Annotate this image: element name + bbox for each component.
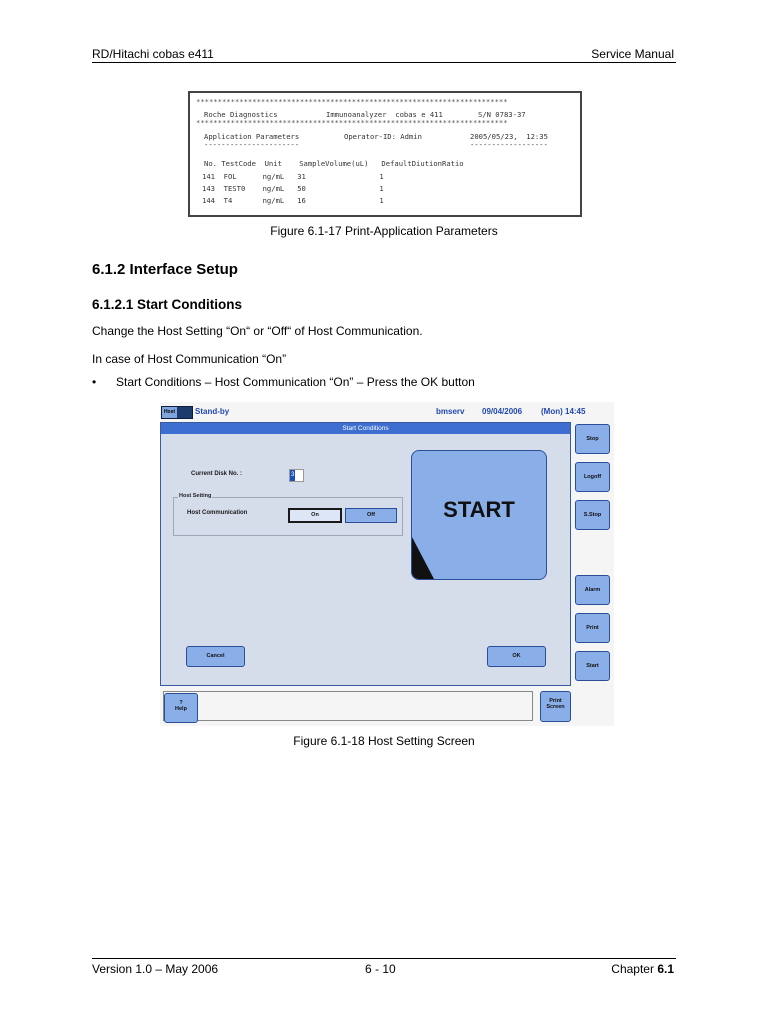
figure-18-caption: Figure 6.1-18 Host Setting Screen	[293, 734, 475, 748]
start-button[interactable]	[411, 450, 547, 580]
start-corner-mark	[412, 537, 434, 579]
printout-report-title: Application Parameters	[204, 132, 300, 141]
printout-underline-left: ----------------------	[204, 140, 300, 149]
disk-label: Current Disk No. :	[191, 471, 243, 477]
header-rule	[92, 62, 676, 63]
printout-operator: Operator-ID: Admin	[344, 132, 422, 141]
footer-chapter-prefix: Chapter	[611, 962, 658, 976]
disk-number-value: 3	[290, 470, 295, 481]
paragraph-host-setting: Change the Host Setting “On“ or “Off“ of Host Communication.	[92, 324, 423, 338]
start-conditions-panel	[160, 422, 571, 686]
start-button-label: START	[443, 497, 515, 522]
printout-row: 143 TEST0 ng/mL 50 1	[202, 184, 384, 193]
printout-serial: S/N 0783-37	[478, 110, 526, 119]
footer-rule	[92, 958, 676, 959]
host-setting-screen	[160, 402, 614, 726]
s-stop-button[interactable]: S.Stop	[575, 500, 610, 530]
print-button[interactable]: Print	[575, 613, 610, 643]
bullet-text: Start Conditions – Host Communication “On” – Press the OK button	[116, 375, 475, 389]
section-title: 6.1.2 Interface Setup	[92, 261, 238, 278]
printout-stars-mid: ************************************************************************	[196, 118, 508, 127]
printout-company: Roche Diagnostics	[204, 110, 278, 119]
help-label: Help	[175, 706, 187, 712]
help-button[interactable]	[164, 693, 198, 723]
stop-button[interactable]: Stop	[575, 424, 610, 454]
bullet-item	[92, 375, 652, 391]
printout-underline-right: ------------------	[470, 140, 548, 149]
print-screen-button[interactable]	[540, 691, 571, 722]
footer-chapter-number: 6.1	[657, 962, 674, 976]
print-screen-label-2: Screen	[546, 704, 565, 710]
printout-row: 141 FOL ng/mL 31 1	[202, 172, 384, 181]
printout-columns: No. TestCode Unit SampleVolume(uL) DefaultDiutionRatio	[204, 159, 464, 168]
status-bar	[160, 402, 614, 422]
header-right: Service Manual	[591, 47, 674, 61]
help-question-icon: ?	[179, 700, 183, 706]
cancel-button[interactable]: Cancel	[186, 646, 245, 667]
header-left: RD/Hitachi cobas e411	[92, 47, 214, 61]
host-badge	[161, 406, 193, 419]
group-title: Host Setting	[179, 493, 212, 499]
printout-stars-top: ************************************************************************	[196, 97, 508, 106]
printout-analyzer: Immunoanalyzer cobas e 411	[326, 110, 443, 119]
disk-number-input[interactable]	[289, 469, 304, 482]
figure-17-caption: Figure 6.1-17 Print-Application Parameters	[270, 224, 498, 238]
user-id: bmserv	[436, 407, 465, 416]
start-side-button[interactable]: Start	[575, 651, 610, 681]
bullet-dot: •	[92, 375, 97, 389]
alarm-button[interactable]: Alarm	[575, 575, 610, 605]
footer-left: Version 1.0 – May 2006	[92, 962, 219, 976]
subsection-title: 6.1.2.1 Start Conditions	[92, 297, 243, 312]
host-setting-group	[173, 493, 403, 536]
message-area	[163, 691, 533, 721]
printout-row: 144 T4 ng/mL 16 1	[202, 196, 384, 205]
off-button[interactable]: Off	[345, 508, 397, 523]
day-time-display: (Mon) 14:45	[541, 407, 586, 416]
print-screen-label-1: Print	[549, 698, 562, 704]
printout-datetime: 2005/05/23, 12:35	[470, 132, 548, 141]
on-button[interactable]: On	[288, 508, 342, 523]
status-text: Stand-by	[195, 407, 230, 416]
footer-right	[611, 962, 674, 976]
logoff-button[interactable]: Logoff	[575, 462, 610, 492]
host-badge-label: Host	[162, 407, 177, 418]
host-communication-label: Host Communication	[187, 510, 248, 516]
footer-page-number: 6 - 10	[365, 962, 396, 976]
paragraph-host-on: In case of Host Communication “On”	[92, 352, 287, 366]
panel-title: Start Conditions	[161, 423, 570, 434]
ok-button[interactable]: OK	[487, 646, 546, 667]
date-display: 09/04/2006	[482, 407, 523, 416]
printout-figure	[188, 91, 582, 217]
